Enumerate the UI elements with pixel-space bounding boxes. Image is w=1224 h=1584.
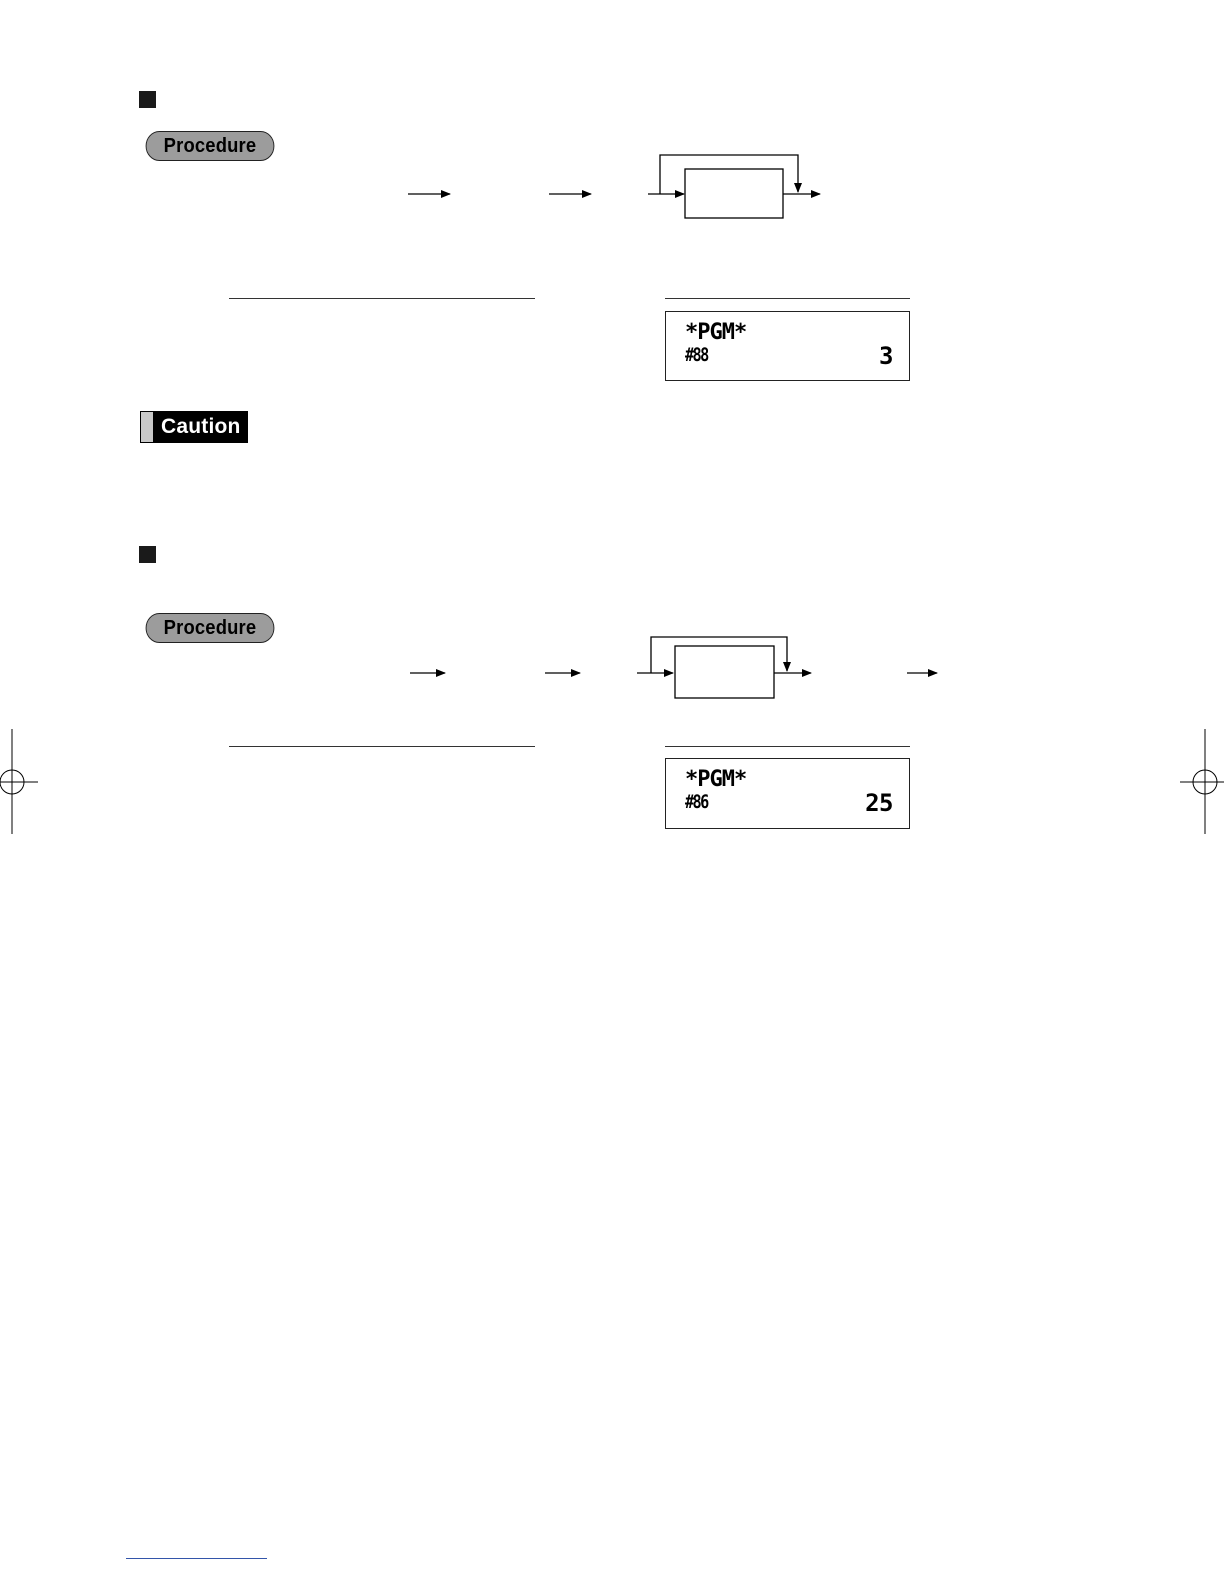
section-1-display-code: #88 bbox=[685, 344, 708, 366]
section-2-procedure-label: Procedure bbox=[163, 616, 257, 639]
section-2-display-value: 25 bbox=[865, 789, 893, 817]
section-1-display-value: 3 bbox=[879, 342, 893, 370]
section-2-bullet-icon bbox=[139, 546, 156, 563]
caution-label: Caution bbox=[161, 415, 241, 438]
section-2-display-panel bbox=[665, 758, 910, 829]
section-1-display-mode: *PGM* bbox=[685, 320, 747, 345]
section-2-key-box bbox=[675, 646, 774, 698]
section-2-procedure-badge bbox=[146, 613, 275, 643]
section-2-display-mode: *PGM* bbox=[685, 767, 747, 792]
footer-rule bbox=[126, 1558, 267, 1559]
section-1-display-panel bbox=[665, 311, 910, 381]
caution-badge bbox=[140, 411, 248, 443]
caution-bar-icon bbox=[141, 412, 155, 442]
crop-mark-left-icon bbox=[0, 729, 38, 834]
section-1-procedure-label: Procedure bbox=[163, 134, 257, 157]
section-1-key-box bbox=[685, 169, 783, 218]
section-2-rule-right bbox=[665, 746, 910, 747]
section-2-rule-left bbox=[229, 746, 535, 747]
section-1-rule-right bbox=[665, 298, 910, 299]
section-1-rule-left bbox=[229, 298, 535, 299]
section-2-display-code: #86 bbox=[685, 791, 708, 813]
crop-mark-right-icon bbox=[1180, 729, 1224, 834]
